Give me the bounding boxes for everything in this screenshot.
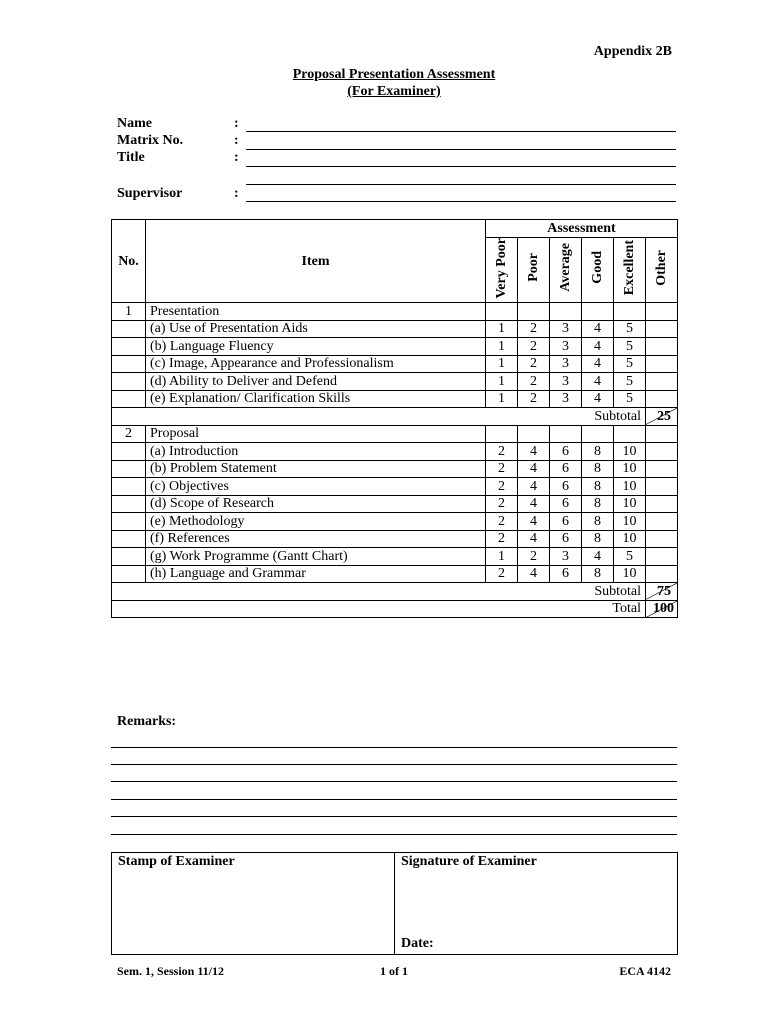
section-number: 2 <box>112 425 146 443</box>
supervisor-label: Supervisor <box>117 186 183 201</box>
section-row-proposal <box>112 425 678 443</box>
score-cell[interactable]: 1 <box>486 338 518 356</box>
score-cell[interactable]: 6 <box>550 460 582 478</box>
rating-header-good: Good <box>582 237 614 303</box>
other-cell[interactable] <box>646 443 678 461</box>
score-cell[interactable]: 1 <box>486 320 518 338</box>
score-cell[interactable]: 2 <box>518 390 550 408</box>
other-cell[interactable] <box>646 513 678 531</box>
item-label: (d) Ability to Deliver and Defend <box>146 373 486 391</box>
item-label: (h) Language and Grammar <box>146 565 486 583</box>
col-header-assessment: Assessment <box>486 220 678 238</box>
subtotal-row-presentation <box>112 408 678 426</box>
table-row <box>112 495 678 513</box>
score-cell[interactable]: 3 <box>550 373 582 391</box>
item-label: (c) Objectives <box>146 478 486 496</box>
score-cell[interactable]: 1 <box>486 390 518 408</box>
score-cell[interactable]: 5 <box>614 373 646 391</box>
table-row <box>112 548 678 566</box>
signature-label: Signature of Examiner <box>401 854 537 869</box>
remarks-line[interactable] <box>111 799 677 800</box>
matrix-colon: : <box>234 133 239 148</box>
score-cell[interactable]: 2 <box>486 530 518 548</box>
footer-page: 1 of 1 <box>380 964 408 978</box>
other-cell[interactable] <box>646 478 678 496</box>
footer-session: Sem. 1, Session 11/12 <box>117 964 225 978</box>
item-label: (f) References <box>146 530 486 548</box>
section-name: Proposal <box>146 425 486 443</box>
score-cell[interactable]: 2 <box>486 460 518 478</box>
subtotal-label: Subtotal <box>112 408 646 426</box>
total-cell[interactable] <box>646 600 678 618</box>
rating-header-excellent: Excellent <box>614 237 646 303</box>
other-cell[interactable] <box>646 338 678 356</box>
score-cell[interactable]: 8 <box>582 460 614 478</box>
score-cell[interactable]: 5 <box>614 355 646 373</box>
table-row <box>112 320 678 338</box>
item-label: (d) Scope of Research <box>146 495 486 513</box>
score-cell[interactable]: 6 <box>550 478 582 496</box>
remarks-line[interactable] <box>111 781 677 782</box>
score-cell[interactable]: 5 <box>614 320 646 338</box>
other-cell[interactable] <box>646 355 678 373</box>
score-cell[interactable]: 4 <box>518 513 550 531</box>
score-cell[interactable]: 6 <box>550 530 582 548</box>
subtotal-max: 75 <box>657 583 672 599</box>
document-title-block <box>0 66 768 100</box>
score-cell[interactable]: 2 <box>518 548 550 566</box>
remarks-line[interactable] <box>111 764 677 765</box>
table-row <box>112 443 678 461</box>
score-cell[interactable]: 3 <box>550 548 582 566</box>
col-header-no: No. <box>112 220 146 303</box>
table-row <box>112 373 678 391</box>
score-cell[interactable]: 1 <box>486 355 518 373</box>
total-label: Total <box>112 600 646 618</box>
footer-course-code: ECA 4142 <box>619 964 671 978</box>
item-label: (e) Methodology <box>146 513 486 531</box>
table-row <box>112 355 678 373</box>
table-row <box>112 338 678 356</box>
name-colon: : <box>234 116 239 131</box>
score-cell[interactable]: 8 <box>582 495 614 513</box>
other-cell[interactable] <box>646 373 678 391</box>
score-cell[interactable]: 4 <box>518 565 550 583</box>
other-cell[interactable] <box>646 548 678 566</box>
item-label: (g) Work Programme (Gantt Chart) <box>146 548 486 566</box>
matrix-field[interactable] <box>246 149 676 150</box>
score-cell[interactable]: 4 <box>518 495 550 513</box>
item-label: (b) Language Fluency <box>146 338 486 356</box>
score-cell[interactable]: 10 <box>614 495 646 513</box>
score-cell[interactable]: 6 <box>550 565 582 583</box>
score-cell[interactable]: 4 <box>518 460 550 478</box>
supervisor-field[interactable] <box>246 201 676 202</box>
stamp-signature-box <box>111 852 678 955</box>
rating-header-average: Average <box>550 237 582 303</box>
remarks-label: Remarks: <box>117 714 177 729</box>
title-field-line-2[interactable] <box>246 184 676 185</box>
score-cell[interactable]: 4 <box>518 443 550 461</box>
subtotal-cell[interactable] <box>646 583 678 601</box>
score-cell[interactable]: 4 <box>582 390 614 408</box>
col-header-item: Item <box>146 220 486 303</box>
item-label: (a) Use of Presentation Aids <box>146 320 486 338</box>
rating-header-other: Other <box>646 237 678 303</box>
item-label: (b) Problem Statement <box>146 460 486 478</box>
score-cell[interactable]: 3 <box>550 320 582 338</box>
score-cell[interactable]: 4 <box>518 478 550 496</box>
section-number: 1 <box>112 303 146 321</box>
score-cell[interactable]: 4 <box>518 530 550 548</box>
score-cell[interactable]: 2 <box>486 478 518 496</box>
score-cell[interactable]: 10 <box>614 478 646 496</box>
other-cell[interactable] <box>646 565 678 583</box>
score-cell[interactable]: 5 <box>614 390 646 408</box>
score-cell[interactable]: 2 <box>486 565 518 583</box>
score-cell[interactable]: 4 <box>582 320 614 338</box>
subtotal-row-proposal <box>112 583 678 601</box>
score-cell[interactable]: 1 <box>486 373 518 391</box>
remarks-line[interactable] <box>111 816 677 817</box>
appendix-label: Appendix 2B <box>593 44 672 59</box>
score-cell[interactable]: 8 <box>582 565 614 583</box>
score-cell[interactable]: 10 <box>614 460 646 478</box>
score-cell[interactable]: 8 <box>582 513 614 531</box>
table-row <box>112 460 678 478</box>
score-cell[interactable]: 2 <box>518 355 550 373</box>
document-subtitle: (For Examiner) <box>347 84 441 99</box>
score-cell[interactable]: 6 <box>550 513 582 531</box>
item-label: (e) Explanation/ Clarification Skills <box>146 390 486 408</box>
total-row <box>112 600 678 618</box>
score-cell[interactable]: 6 <box>550 443 582 461</box>
subtotal-label: Subtotal <box>112 583 646 601</box>
score-cell[interactable]: 2 <box>486 513 518 531</box>
title-field-line-1[interactable] <box>246 166 676 167</box>
table-row <box>112 390 678 408</box>
other-cell[interactable] <box>646 495 678 513</box>
table-row <box>112 530 678 548</box>
score-cell[interactable]: 2 <box>518 338 550 356</box>
document-title: Proposal Presentation Assessment <box>292 67 496 82</box>
table-row <box>112 565 678 583</box>
table-row <box>112 478 678 496</box>
section-name: Presentation <box>146 303 486 321</box>
score-cell[interactable]: 5 <box>614 338 646 356</box>
date-label: Date: <box>401 936 434 951</box>
supervisor-colon: : <box>234 186 239 201</box>
score-cell[interactable]: 1 <box>486 548 518 566</box>
score-cell[interactable]: 8 <box>582 530 614 548</box>
score-cell[interactable]: 4 <box>582 355 614 373</box>
name-label: Name <box>117 116 152 131</box>
score-cell[interactable]: 4 <box>582 373 614 391</box>
section-row-presentation <box>112 303 678 321</box>
score-cell[interactable]: 2 <box>486 443 518 461</box>
score-cell[interactable]: 10 <box>614 530 646 548</box>
subtotal-max: 25 <box>657 408 672 424</box>
score-cell[interactable]: 3 <box>550 338 582 356</box>
item-label: (a) Introduction <box>146 443 486 461</box>
other-cell[interactable] <box>646 460 678 478</box>
score-cell[interactable]: 2 <box>518 320 550 338</box>
item-label: (c) Image, Appearance and Professionalism <box>146 355 486 373</box>
subtotal-cell[interactable] <box>646 408 678 426</box>
score-cell[interactable]: 3 <box>550 355 582 373</box>
score-cell[interactable]: 10 <box>614 513 646 531</box>
score-cell[interactable]: 4 <box>582 548 614 566</box>
remarks-line[interactable] <box>111 747 677 748</box>
assessment-table <box>111 219 678 618</box>
matrix-label: Matrix No. <box>117 133 184 148</box>
title-label: Title <box>117 150 145 165</box>
score-cell[interactable]: 2 <box>518 373 550 391</box>
other-cell[interactable] <box>646 390 678 408</box>
remarks-line[interactable] <box>111 834 677 835</box>
title-colon: : <box>234 150 239 165</box>
stamp-label: Stamp of Examiner <box>118 854 235 869</box>
score-cell[interactable]: 3 <box>550 390 582 408</box>
box-divider <box>394 853 395 954</box>
other-cell[interactable] <box>646 530 678 548</box>
rating-header-very-poor: Very Poor <box>486 237 518 303</box>
score-cell[interactable]: 2 <box>486 495 518 513</box>
score-cell[interactable]: 8 <box>582 443 614 461</box>
total-max: 100 <box>653 601 675 617</box>
score-cell[interactable]: 8 <box>582 478 614 496</box>
name-field[interactable] <box>246 131 676 132</box>
table-row <box>112 513 678 531</box>
score-cell[interactable]: 6 <box>550 495 582 513</box>
score-cell[interactable]: 10 <box>614 443 646 461</box>
score-cell[interactable]: 10 <box>614 565 646 583</box>
score-cell[interactable]: 5 <box>614 548 646 566</box>
score-cell[interactable]: 4 <box>582 338 614 356</box>
other-cell[interactable] <box>646 320 678 338</box>
rating-header-poor: Poor <box>518 237 550 303</box>
